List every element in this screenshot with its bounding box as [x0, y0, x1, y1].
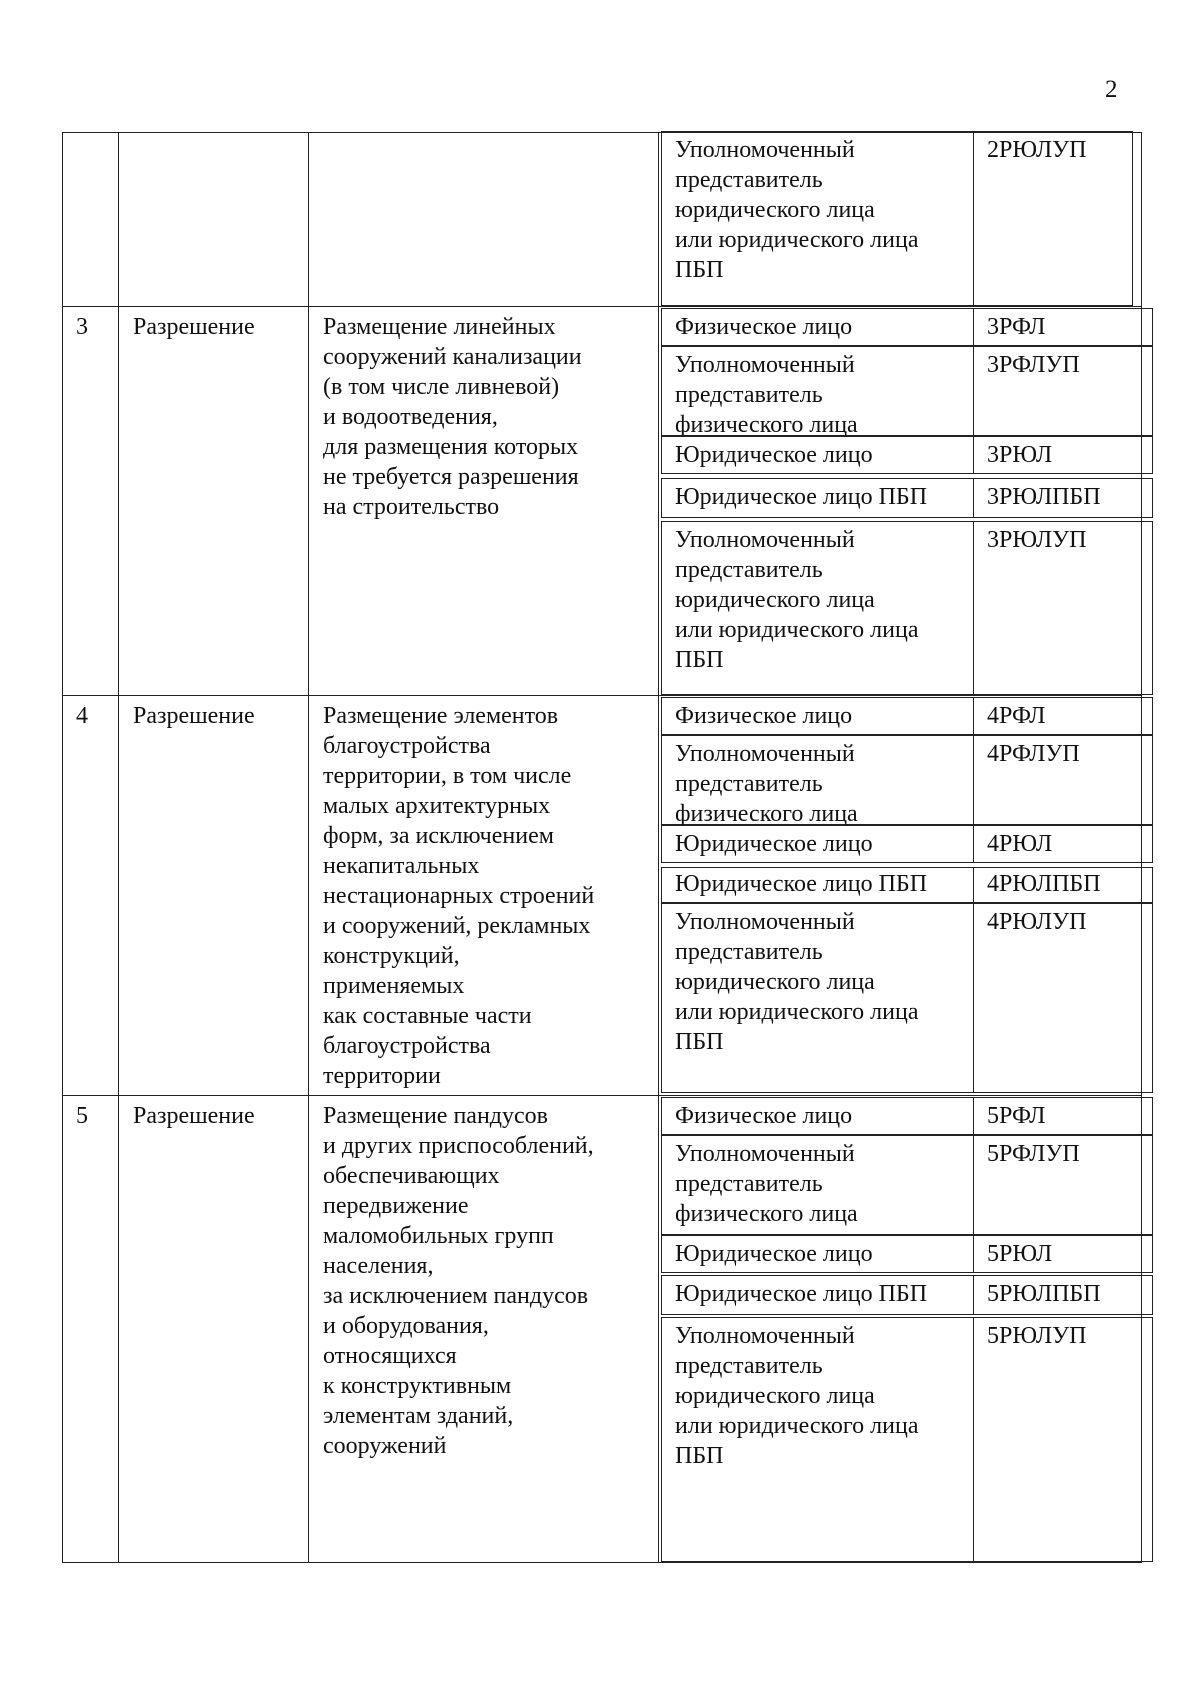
- table-row: [63, 306, 1141, 695]
- applicant-label: Уполномоченный представитель физического лица: [675, 741, 858, 827]
- row-description: Размещение линейных сооружений канализации (в том числе ливневой) и водоотведения, для размещения которых не требуется разрешения на строительство: [323, 314, 582, 520]
- registry-table: [62, 132, 1142, 1563]
- applicant-label: Уполномоченный представитель юридического лица или юридического лица ПБП: [675, 527, 919, 673]
- code-divider: [973, 1275, 974, 1315]
- code-divider: [973, 867, 974, 903]
- code-divider: [973, 697, 974, 735]
- applicant-label: Уполномоченный представитель физического лица: [675, 352, 858, 438]
- page-number: 2: [1105, 76, 1118, 103]
- row-description: Размещение пандусов и других приспособлений, обеспечивающих передвижение маломобильных групп населения, за исключением пандусов и оборудования, относящихся к конструктивным элементам зданий, сооружений: [323, 1103, 594, 1459]
- row-number: 4: [76, 703, 88, 729]
- table-row: [63, 695, 1141, 1095]
- applicant-label: Физическое лицо: [675, 703, 853, 729]
- applicant-label: Уполномоченный представитель юридического лица или юридического лица ПБП: [675, 1323, 919, 1469]
- code-divider: [973, 346, 974, 436]
- applicant-label: Юридическое лицо ПБП: [675, 871, 928, 897]
- code-divider: [973, 825, 974, 863]
- document-type: Разрешение: [133, 1103, 255, 1129]
- code-divider: [973, 1317, 974, 1562]
- applicant-code: 3РЮЛУП: [987, 527, 1087, 553]
- applicant-code: 3РФЛ: [987, 314, 1046, 340]
- applicant-code: 4РФЛУП: [987, 741, 1080, 767]
- applicant-code: 4РЮЛУП: [987, 909, 1087, 935]
- applicant-label: Физическое лицо: [675, 314, 853, 340]
- applicant-label: Юридическое лицо ПБП: [675, 1281, 928, 1307]
- applicant-code: 5РЮЛПБП: [987, 1281, 1101, 1307]
- applicant-code: 5РЮЛУП: [987, 1323, 1087, 1349]
- code-divider: [973, 478, 974, 518]
- applicant-label: Уполномоченный представитель физического лица: [675, 1141, 858, 1227]
- applicant-code: 5РФЛУП: [987, 1141, 1080, 1167]
- continuation-row: [63, 133, 1141, 306]
- code-divider: [973, 735, 974, 825]
- applicant-label: Юридическое лицо ПБП: [675, 484, 928, 510]
- row-description: Размещение элементов благоустройства территории, в том числе малых архитектурных форм, за исключением некапитальных нестационарных строений и сооружений, рекламных конструкций, применяемых как составные части благоустройства территории: [323, 703, 595, 1089]
- applicant-label: Юридическое лицо: [675, 831, 873, 857]
- code-divider: [973, 521, 974, 695]
- row-number: 3: [76, 314, 88, 340]
- code-divider: [973, 903, 974, 1093]
- applicant-code: 4РЮЛПБП: [987, 871, 1101, 897]
- row-number: 5: [76, 1103, 88, 1129]
- applicant-code: 2РЮЛУП: [987, 137, 1087, 163]
- applicant-label: Уполномоченный представитель юридического лица или юридического лица ПБП: [675, 909, 919, 1055]
- applicant-code: 4РФЛ: [987, 703, 1046, 729]
- applicant-code: 5РФЛ: [987, 1103, 1046, 1129]
- applicant-label: Юридическое лицо: [675, 442, 873, 468]
- applicant-code: 3РЮЛ: [987, 442, 1053, 468]
- table-row: [63, 1095, 1141, 1564]
- applicant-code: 4РЮЛ: [987, 831, 1053, 857]
- applicant-code: 3РЮЛПБП: [987, 484, 1101, 510]
- applicant-label: Физическое лицо: [675, 1103, 853, 1129]
- code-divider: [973, 308, 974, 346]
- code-divider: [973, 1097, 974, 1135]
- code-divider: [973, 436, 974, 474]
- applicant-code: 3РФЛУП: [987, 352, 1080, 378]
- document-type: Разрешение: [133, 314, 255, 340]
- code-divider: [973, 1135, 974, 1235]
- applicant-label: Юридическое лицо: [675, 1241, 873, 1267]
- document-type: Разрешение: [133, 703, 255, 729]
- code-divider: [973, 131, 974, 306]
- applicant-code: 5РЮЛ: [987, 1241, 1053, 1267]
- code-divider: [973, 1235, 974, 1273]
- applicant-label: Уполномоченный представитель юридического лица или юридического лица ПБП: [675, 137, 919, 283]
